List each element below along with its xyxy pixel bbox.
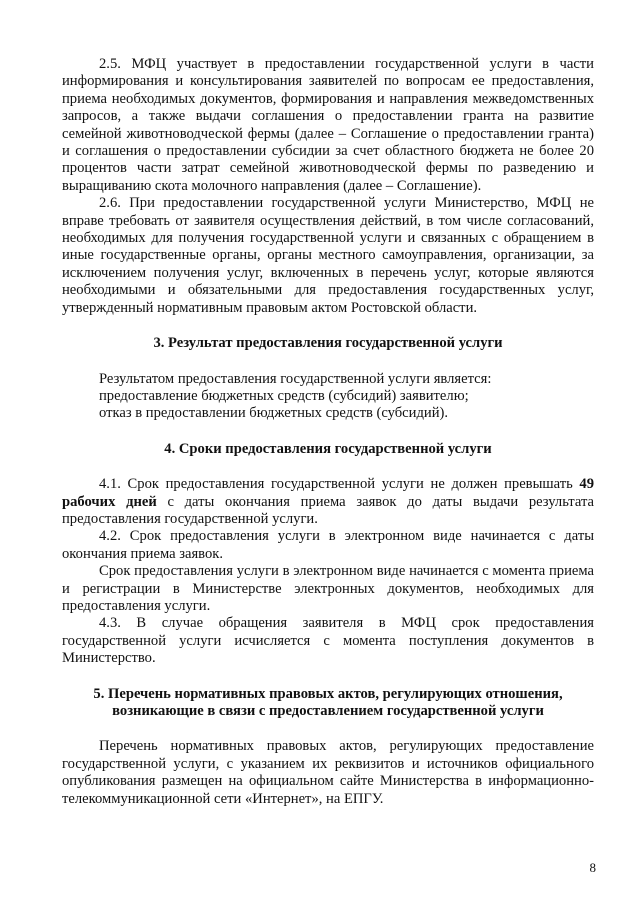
section-3-heading: 3. Результат предоставления государственной услуги [153,335,503,352]
paragraph-2-6: 2.6. При предоставлении государственной услуги Министерство, МФЦ не вправе требовать от заявителя осуществления действий, в том числе согласований, необходимых для получения государственной услуги и связанных с обращением в иные государственные органы, органы местного самоуправления, организации, за исключением получения услуг, включенных в перечень услуг, которые являются необходимыми и обязательными для предоставления государственных услуг, утвержденный нормативным правовым актом Ростовской области. [62,195,594,316]
page-body [62,56,594,808]
paragraph-5: Перечень нормативных правовых актов, регулирующих предоставление государственной услуги, с указанием их реквизитов и источников официального опубликования размещен на официальном сайте Министерства в информационно-телекоммуникационной сети «Интернет», на ЕПГУ. [62,738,594,807]
section-5-heading-line-1: 5. Перечень нормативных правовых актов, регулирующих отношения, [93,685,563,702]
paragraph-4-1 [62,476,594,528]
paragraph-4-2: 4.2. Срок предоставления услуги в электронном виде начинается с даты окончания приема заявок. [62,528,594,562]
paragraph-4-1-end: с даты окончания приема заявок до даты выдачи результата предоставления государственной услуги. [62,493,594,527]
paragraph-4-1-start: 4.1. Срок предоставления государственной услуги не должен превышать [99,476,580,493]
result-line-1: Результатом предоставления государственной услуги является: [99,370,492,387]
term-bold: 49 рабочих дней [62,476,594,510]
result-line-3: отказ в предоставлении бюджетных средств (субсидий). [99,405,449,422]
paragraph-4-3: 4.3. В случае обращения заявителя в МФЦ срок предоставления государственной услуги исчисляется с момента поступления документов в Министерство. [62,615,594,667]
paragraph-4-2-electronic: Срок предоставления услуги в электронном виде начинается с момента приема и регистрации в Министерстве электронных документов, необходимых для предоставления услуги. [62,563,594,614]
paragraph-2-5: 2.5. МФЦ участвует в предоставлении государственной услуги в части информирования и консультирования заявителей по вопросам ее предоставления, приема необходимых документов, формирования и направления межведомственных запросов, а также выдачи соглашения о предоставлении гранта на развитие семейной животноводческой фермы (далее – Соглашение о предоставлении гранта) и соглашения о предоставлении субсидии за счет областного бюджета не более 20 процентов части затрат семейной животноводческой фермы по разведению и выращиванию скота молочного направления (далее – Соглашение). [62,56,594,194]
section-4-heading: 4. Сроки предоставления государственной услуги [164,440,492,457]
result-line-2: предоставление бюджетных средств (субсидий) заявителю; [99,387,469,404]
page-number: 8 [589,860,596,875]
section-5-heading-line-2: возникающие в связи с предоставлением государственной услуги [112,703,544,719]
